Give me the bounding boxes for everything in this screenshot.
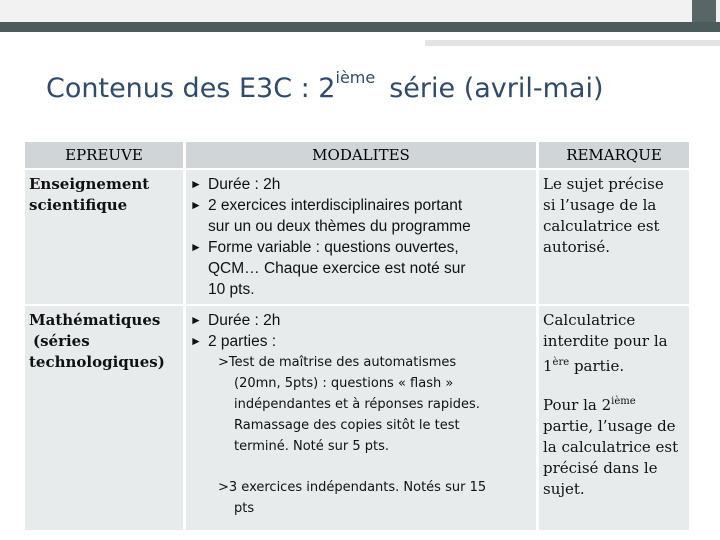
sub-item-automatismes: >Test de maîtrise des automatismes (20mn, 5pts) : questions « flash » indépendantes et à réponses rapides. Ramassage des copies sitôt le test terminé. Noté sur 5 pts. >3 exercices indépendants. Notés sur 15 pts [218, 355, 487, 516]
epreuve-cell: Mathématiques (séries technologiques) [25, 306, 183, 530]
list-item: ► 2 exercices interdisciplinaires portant sur un ou deux thèmes du programme [190, 197, 471, 235]
list-item: ► Durée : 2h [190, 312, 281, 329]
top-bar-dark [0, 22, 720, 32]
e3c-table [22, 140, 692, 532]
header-remarque: REMARQUE [539, 142, 689, 168]
bullet-arrow-icon: ► [190, 334, 202, 348]
header-modalites: MODALITES [186, 142, 536, 168]
table-row [25, 306, 689, 530]
slide-title: Contenus des E3C : 2ième série (avril-mai) [46, 68, 604, 104]
accent-line [425, 40, 720, 46]
list-item: ► Durée : 2h [190, 176, 281, 193]
table-header-row [25, 142, 689, 168]
bullet-arrow-icon: ► [190, 313, 202, 327]
epreuve-cell: Enseignement scientifique [25, 170, 183, 304]
bullet-arrow-icon: ► [190, 198, 202, 212]
modalites-cell [186, 170, 536, 304]
bullet-arrow-icon: ► [190, 177, 202, 191]
title-superscript: ième [335, 68, 376, 87]
remarque-cell: Calculatrice interdite pour la 1ère partie. Pour la 2ième partie, l’usage de la calculatrice est précisé dans le sujet. [539, 306, 689, 530]
list-item: ► 2 parties : [190, 333, 277, 350]
header-epreuve: EPREUVE [25, 142, 183, 168]
table-row [25, 170, 689, 304]
bullet-arrow-icon: ► [190, 240, 202, 254]
modalites-cell [186, 306, 536, 530]
list-item: ► Forme variable : questions ouvertes, QCM… Chaque exercice est noté sur 10 pts. [190, 239, 466, 298]
top-bar-square [692, 0, 716, 22]
top-bar-light [0, 0, 720, 22]
remarque-cell: Le sujet précise si l’usage de la calculatrice est autorisé. [539, 170, 689, 304]
